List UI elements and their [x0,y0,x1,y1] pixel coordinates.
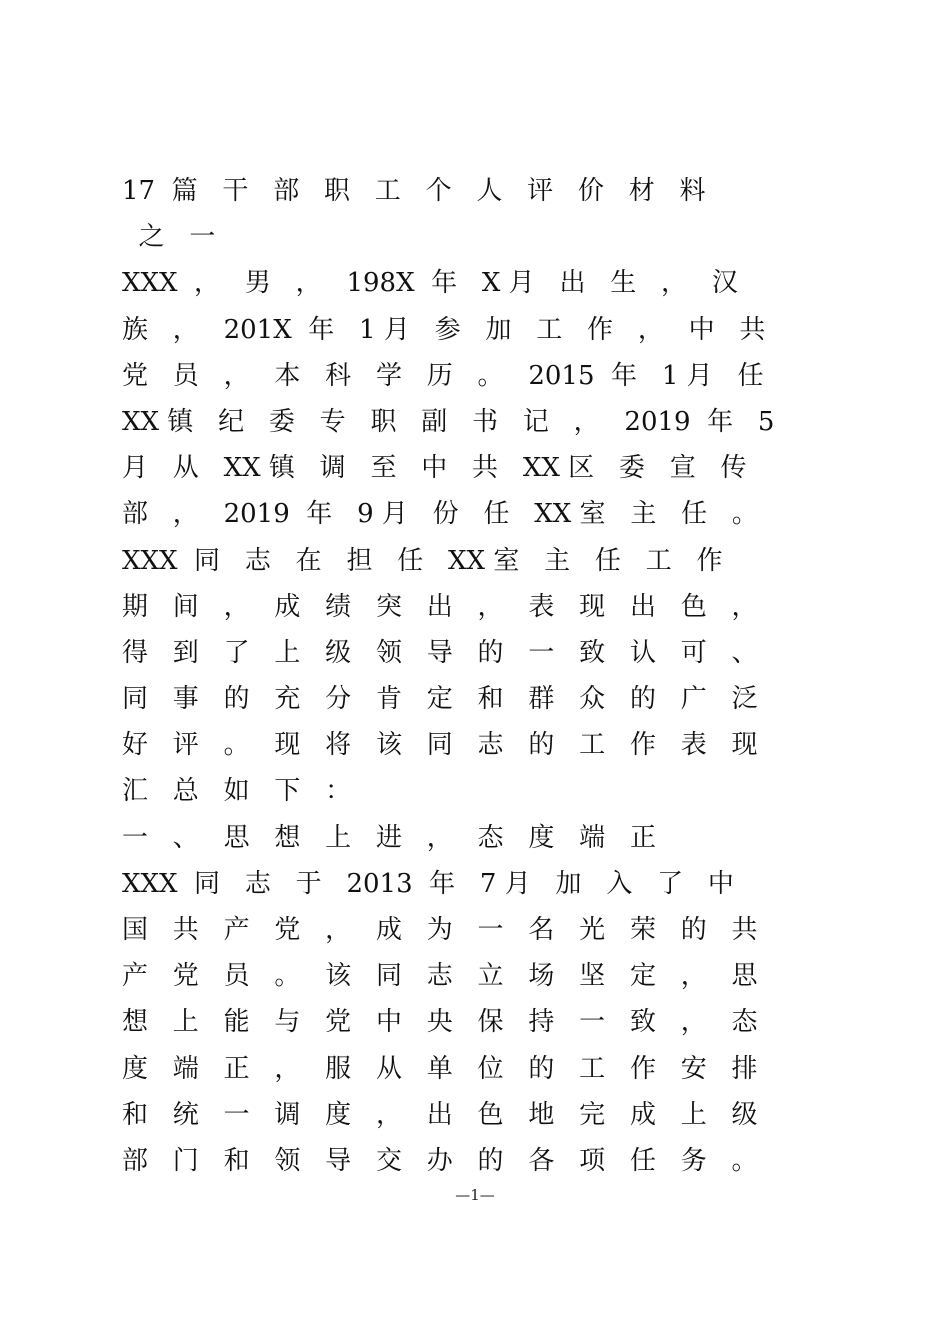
body-text-line: 想 上 能 与 党 中 央 保 持 一 致 ， 态 [122,1007,758,1038]
body-text-line: 和 统 一 调 度 ， 出 色 地 完 成 上 级 [122,1099,758,1130]
page-number: —1— [455,1186,495,1204]
body-text-line: 得 到 了 上 级 领 导 的 一 致 认 可 、 [122,637,758,668]
body-text-line: 产 党 员 。 该 同 志 立 场 坚 定 ， 思 [122,961,758,992]
body-text-line: 同 事 的 充 分 肯 定 和 群 众 的 广 泛 [122,684,758,715]
body-text-line: 月 从 XX 镇 调 至 中 共 XX 区 委 宣 传 [122,453,747,484]
body-text-line: XXX 同 志 在 担 任 XX 室 主 任 工 作 [122,545,723,576]
document-subtitle-line: 之 一 [122,222,216,253]
body-text-line: 度 端 正 ， 服 从 单 位 的 工 作 安 排 [122,1053,758,1084]
body-text-line: 国 共 产 党 ， 成 为 一 名 光 荣 的 共 [122,915,758,945]
body-text-line: 族 ， 201X 年 1 月 参 加 工 作 ， 中 共 [122,314,766,345]
body-text-line: XXX ， 男 ， 198X 年 X 月 出 生 ， 汉 [122,268,738,299]
body-text-line: 汇 总 如 下 ： [122,776,352,807]
body-text-line: 党 员 ， 本 科 学 历 。 2015 年 1 月 任 [122,360,764,391]
section-heading-line: 一 、 思 想 上 进 ， 态 度 端 正 [122,822,656,853]
body-text-line: 部 门 和 领 导 交 办 的 各 项 任 务 。 [122,1145,758,1176]
document-title-line: 17 篇 干 部 职 工 个 人 评 价 材 料 [122,176,706,206]
body-text-line: XX 镇 纪 委 专 职 副 书 记 ， 2019 年 5 [122,406,775,437]
body-text-line: 期 间 ， 成 绩 突 出 ， 表 现 出 色 ， [122,591,758,622]
document-body [122,168,822,1184]
body-text-line: 好 评 。 现 将 该 同 志 的 工 作 表 现 [122,730,758,761]
body-text-line: XXX 同 志 于 2013 年 7 月 加 入 了 中 [122,868,734,899]
body-text-line: 部 ， 2019 年 9 月 份 任 XX 室 主 任 。 [122,499,758,530]
